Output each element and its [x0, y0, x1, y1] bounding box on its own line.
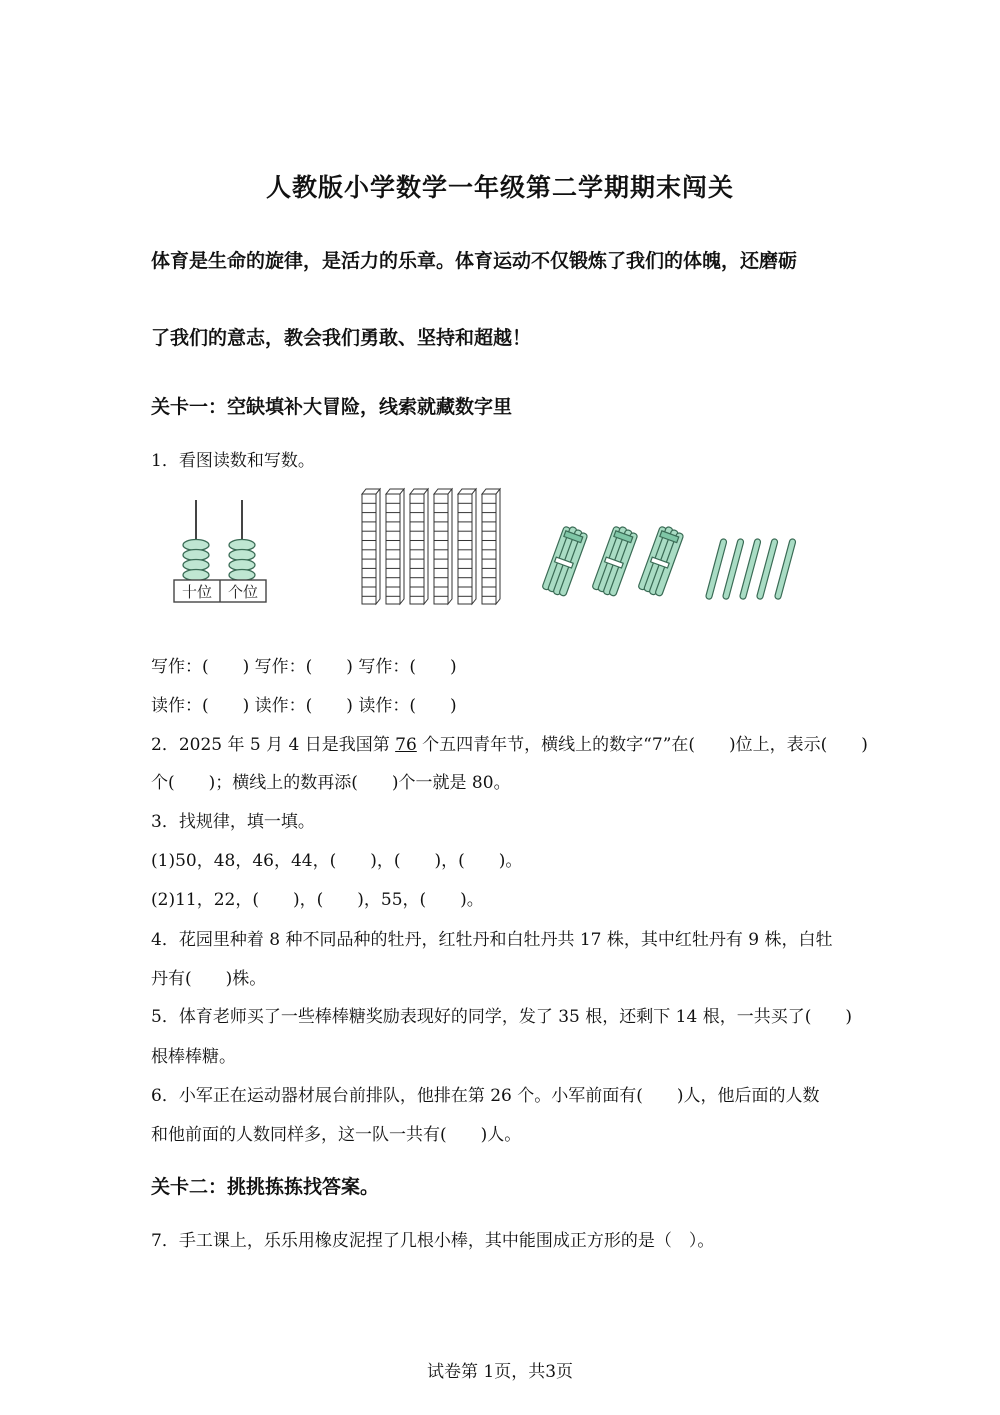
- abacus-figure: [174, 500, 266, 602]
- question-2-text-b: 个五四青年节，横线上的数字“7”在( )位上，表示( ): [416, 735, 868, 755]
- section-1-heading: 关卡一：空缺填补大冒险，线索就藏数字里: [151, 396, 513, 418]
- question-1-write-row: 写作：( ) 写作：( ) 写作：( ): [151, 657, 457, 677]
- question-3: 3．找规律，填一填。: [151, 812, 315, 832]
- page-footer: 试卷第 1页，共3页: [426, 1362, 574, 1382]
- question-5-line-1: 5．体育老师买了一些棒棒糖奖励表现好的同学，发了 35 根，还剩下 14 根，一共买了( ): [151, 1007, 852, 1027]
- stick-bundles: [541, 524, 796, 600]
- question-4-line-2: 丹有( )株。: [151, 969, 267, 989]
- question-2-text-a: 2．2025 年 5 月 4 日是我国第: [151, 735, 396, 755]
- question-7: 7．手工课上，乐乐用橡皮泥捏了几根小棒，其中能围成正方形的是（ ）。: [151, 1231, 715, 1251]
- question-4-line-1: 4．花园里种着 8 种不同品种的牡丹，红牡丹和白牡丹共 17 株，其中红牡丹有 9 株，白牡: [151, 930, 833, 950]
- question-3-part-2: (2)11，22，( )，( )，55，( )。: [151, 890, 484, 910]
- abacus-ones-label: 个位: [227, 583, 259, 601]
- question-2-line-1: [151, 730, 868, 755]
- intro-line-2: 了我们的意志，教会我们勇敢、坚持和超越！: [151, 327, 532, 349]
- question-6-line-2: 和他前面的人数同样多，这一队一共有( )人。: [151, 1125, 522, 1145]
- question-1-figures: [150, 482, 810, 612]
- question-5-line-2: 根棒棒糖。: [151, 1047, 236, 1067]
- question-2-line-2: 个( )；横线上的数再添( )个一就是 80。: [151, 773, 511, 793]
- question-6-line-1: 6．小军正在运动器材展台前排队，他排在第 26 个。小军前面有( )人，他后面的人数: [151, 1086, 820, 1106]
- intro-line-1: 体育是生命的旋律，是活力的乐章。体育运动不仅锻炼了我们的体魄，还磨砺: [151, 250, 798, 272]
- question-1-read-row: 读作：( ) 读作：( ) 读作：( ): [151, 696, 457, 716]
- ten-cube-columns: [362, 489, 500, 604]
- section-2-heading: 关卡二：挑挑拣拣找答案。: [151, 1176, 380, 1198]
- question-3-part-1: (1)50，48，46，44，( )，( )，( )。: [151, 851, 523, 871]
- abacus-tens-label: 十位: [181, 583, 213, 601]
- question-2-underlined-number: 76: [395, 735, 417, 755]
- question-1: 1．看图读数和写数。: [151, 451, 315, 471]
- page-title: 人教版小学数学一年级第二学期期末闯关: [265, 173, 734, 202]
